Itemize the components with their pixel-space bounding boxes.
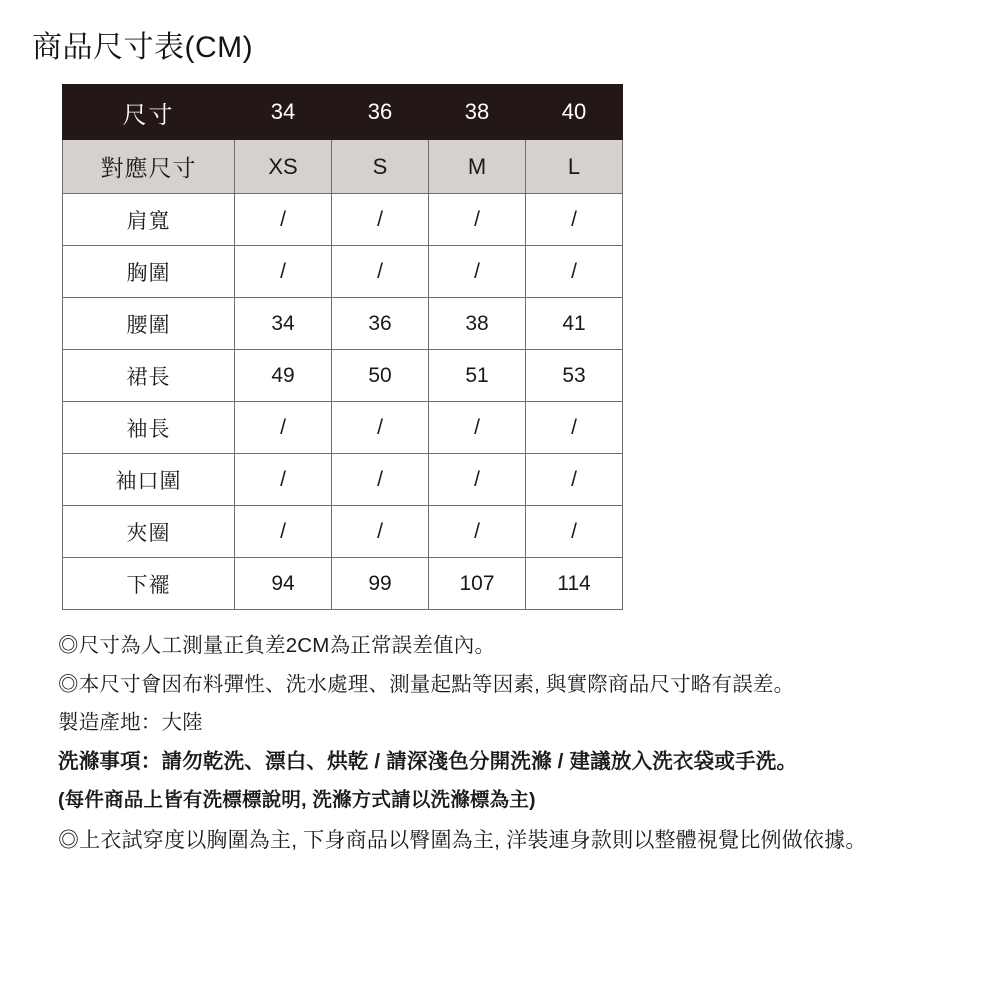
table-row bbox=[63, 558, 623, 610]
header-size-40: 40 bbox=[526, 85, 623, 140]
row-cell: 50 bbox=[332, 350, 429, 402]
row-cell: / bbox=[429, 454, 526, 506]
note-fabric-variance: ◎本尺寸會因布料彈性、洗水處理、測量起點等因素, 與實際商品尺寸略有誤差。 bbox=[58, 672, 795, 696]
table-subheader-row bbox=[63, 140, 623, 194]
size-table bbox=[62, 84, 623, 610]
row-cell: / bbox=[526, 194, 623, 246]
row-cell: / bbox=[332, 246, 429, 298]
table-row bbox=[63, 506, 623, 558]
row-cell: / bbox=[332, 402, 429, 454]
row-cell: / bbox=[429, 246, 526, 298]
subheader-value-s: S bbox=[332, 140, 429, 194]
header-size-36: 36 bbox=[332, 85, 429, 140]
header-label: 尺寸 bbox=[63, 85, 235, 140]
row-label: 下襬 bbox=[63, 558, 235, 610]
row-cell: 41 bbox=[526, 298, 623, 350]
table-row bbox=[63, 298, 623, 350]
row-cell: 94 bbox=[235, 558, 332, 610]
header-size-38: 38 bbox=[429, 85, 526, 140]
row-cell: 53 bbox=[526, 350, 623, 402]
row-label: 裙長 bbox=[63, 350, 235, 402]
row-label: 袖長 bbox=[63, 402, 235, 454]
page-title: 商品尺寸表(CM) bbox=[32, 31, 254, 64]
header-size-34: 34 bbox=[235, 85, 332, 140]
note-fitting-guide: ◎上衣試穿度以胸圍為主, 下身商品以臀圍為主, 洋裝連身款則以整體視覺比例做依據。 bbox=[58, 829, 867, 852]
row-cell: / bbox=[429, 194, 526, 246]
table-header-row bbox=[63, 85, 623, 140]
row-label: 胸圍 bbox=[63, 246, 235, 298]
note-washing-instructions: 洗滌事項：請勿乾洗、漂白、烘乾 / 請深淺色分開洗滌 / 建議放入洗衣袋或手洗。 bbox=[58, 750, 798, 774]
row-cell: 49 bbox=[235, 350, 332, 402]
row-cell: / bbox=[235, 506, 332, 558]
row-label: 袖口圍 bbox=[63, 454, 235, 506]
row-cell: / bbox=[332, 454, 429, 506]
table-row bbox=[63, 246, 623, 298]
row-cell: / bbox=[429, 402, 526, 454]
row-cell: / bbox=[526, 402, 623, 454]
row-cell: 107 bbox=[429, 558, 526, 610]
subheader-value-m: M bbox=[429, 140, 526, 194]
notes-section bbox=[58, 632, 1000, 855]
row-cell: 36 bbox=[332, 298, 429, 350]
row-cell: / bbox=[526, 506, 623, 558]
subheader-label: 對應尺寸 bbox=[63, 140, 235, 194]
row-cell: 38 bbox=[429, 298, 526, 350]
note-measurement-tolerance: ◎尺寸為人工測量正負差2CM為正常誤差值內。 bbox=[58, 634, 496, 657]
row-cell: / bbox=[235, 194, 332, 246]
subheader-value-l: L bbox=[526, 140, 623, 194]
row-label: 腰圍 bbox=[63, 298, 235, 350]
row-label: 肩寬 bbox=[63, 194, 235, 246]
row-cell: 51 bbox=[429, 350, 526, 402]
row-cell: 34 bbox=[235, 298, 332, 350]
row-label: 夾圈 bbox=[63, 506, 235, 558]
table-row bbox=[63, 402, 623, 454]
note-origin: 製造產地：大陸 bbox=[58, 711, 203, 735]
subheader-value-xs: XS bbox=[235, 140, 332, 194]
note-care-label: (每件商品上皆有洗標標說明, 洗滌方式請以洗滌標為主) bbox=[58, 788, 536, 811]
row-cell: 99 bbox=[332, 558, 429, 610]
table-row bbox=[63, 194, 623, 246]
row-cell: / bbox=[235, 402, 332, 454]
row-cell: / bbox=[429, 506, 526, 558]
row-cell: / bbox=[526, 454, 623, 506]
row-cell: / bbox=[235, 246, 332, 298]
row-cell: / bbox=[332, 506, 429, 558]
row-cell: 114 bbox=[526, 558, 623, 610]
row-cell: / bbox=[526, 246, 623, 298]
table-row bbox=[63, 350, 623, 402]
table-row bbox=[63, 454, 623, 506]
row-cell: / bbox=[235, 454, 332, 506]
row-cell: / bbox=[332, 194, 429, 246]
